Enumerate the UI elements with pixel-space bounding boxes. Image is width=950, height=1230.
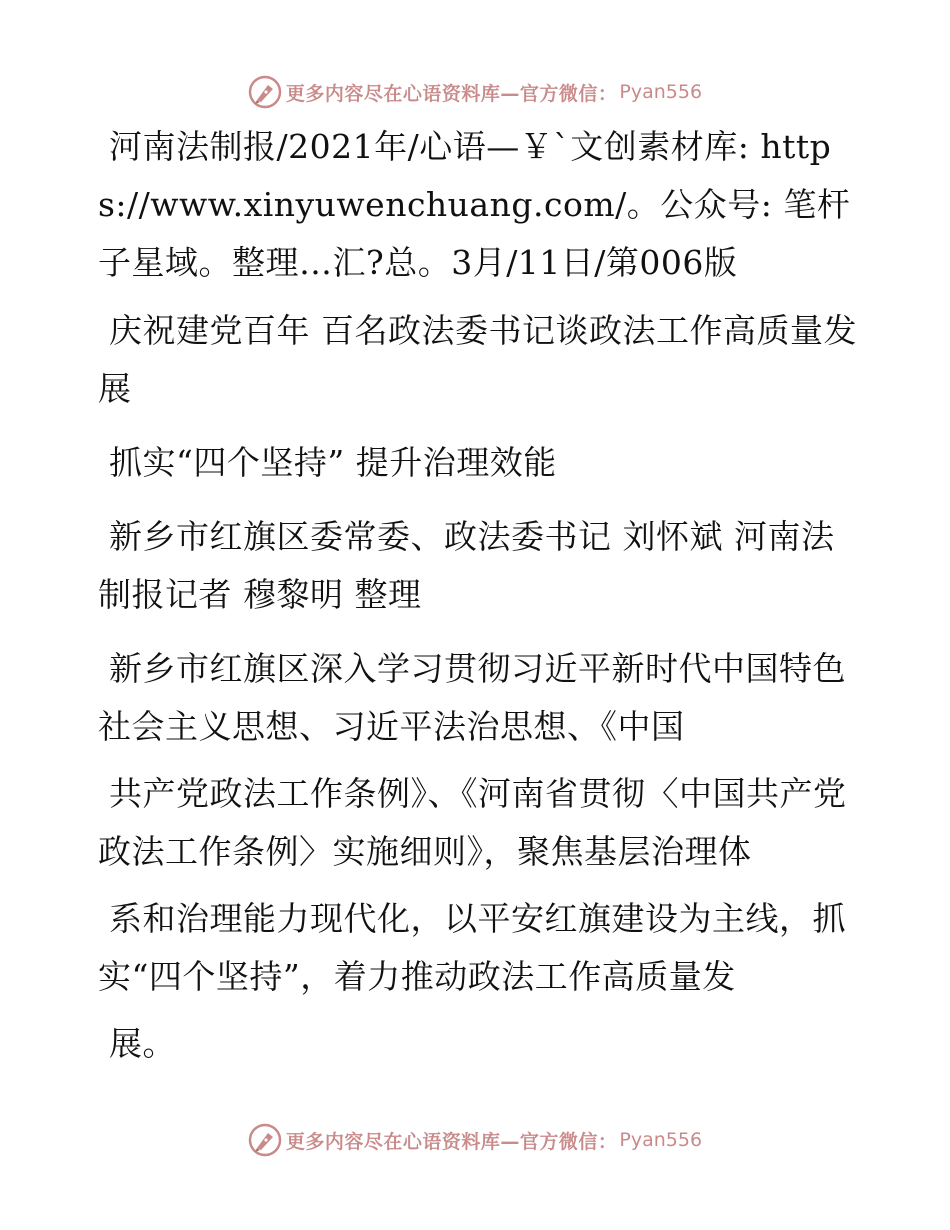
headline-paragraph: 庆祝建党百年 百名政法委书记谈政法工作高质量发展 bbox=[98, 311, 857, 408]
subheadline-paragraph: 抓实“四个坚持” 提升治理效能 bbox=[109, 443, 557, 482]
banner-text: 更多内容尽在心语资料库—官方微信： bbox=[285, 82, 618, 105]
document-body bbox=[98, 118, 858, 1089]
body-paragraph: 共产党政法工作条例》、《河南省贯彻〈中国共产党政法工作条例〉实施细则》，聚焦基层治理体 bbox=[98, 774, 847, 871]
banner-text: 更多内容尽在心语资料库—官方微信： bbox=[285, 1130, 618, 1153]
pen-nib-logo-icon bbox=[248, 75, 282, 109]
body-paragraph: 系和治理能力现代化，以平安红旗建设为主线，抓实“四个坚持”，着力推动政法工作高质量发 bbox=[98, 899, 846, 996]
header-watermark-banner bbox=[0, 72, 950, 112]
pen-nib-logo-icon bbox=[248, 1123, 282, 1157]
banner-wechat-id: Pyan556 bbox=[619, 81, 703, 103]
body-paragraph: 新乡市红旗区深入学习贯彻习近平新时代中国特色社会主义思想、习近平法治思想、《中国 bbox=[98, 649, 846, 746]
footer-watermark-banner bbox=[0, 1120, 950, 1160]
source-paragraph: 河南法制报/2021年/心语—￥`文创素材库: https://www.xinyuwenchuang.com/。公众号: 笔杆子星域。整理…汇?总。3月/11日/第006版 bbox=[98, 127, 851, 282]
byline-paragraph: 新乡市红旗区委常委、政法委书记 刘怀斌 河南法制报记者 穆黎明 整理 bbox=[98, 517, 835, 614]
body-paragraph: 展。 bbox=[109, 1024, 176, 1063]
banner-wechat-id: Pyan556 bbox=[619, 1129, 703, 1151]
